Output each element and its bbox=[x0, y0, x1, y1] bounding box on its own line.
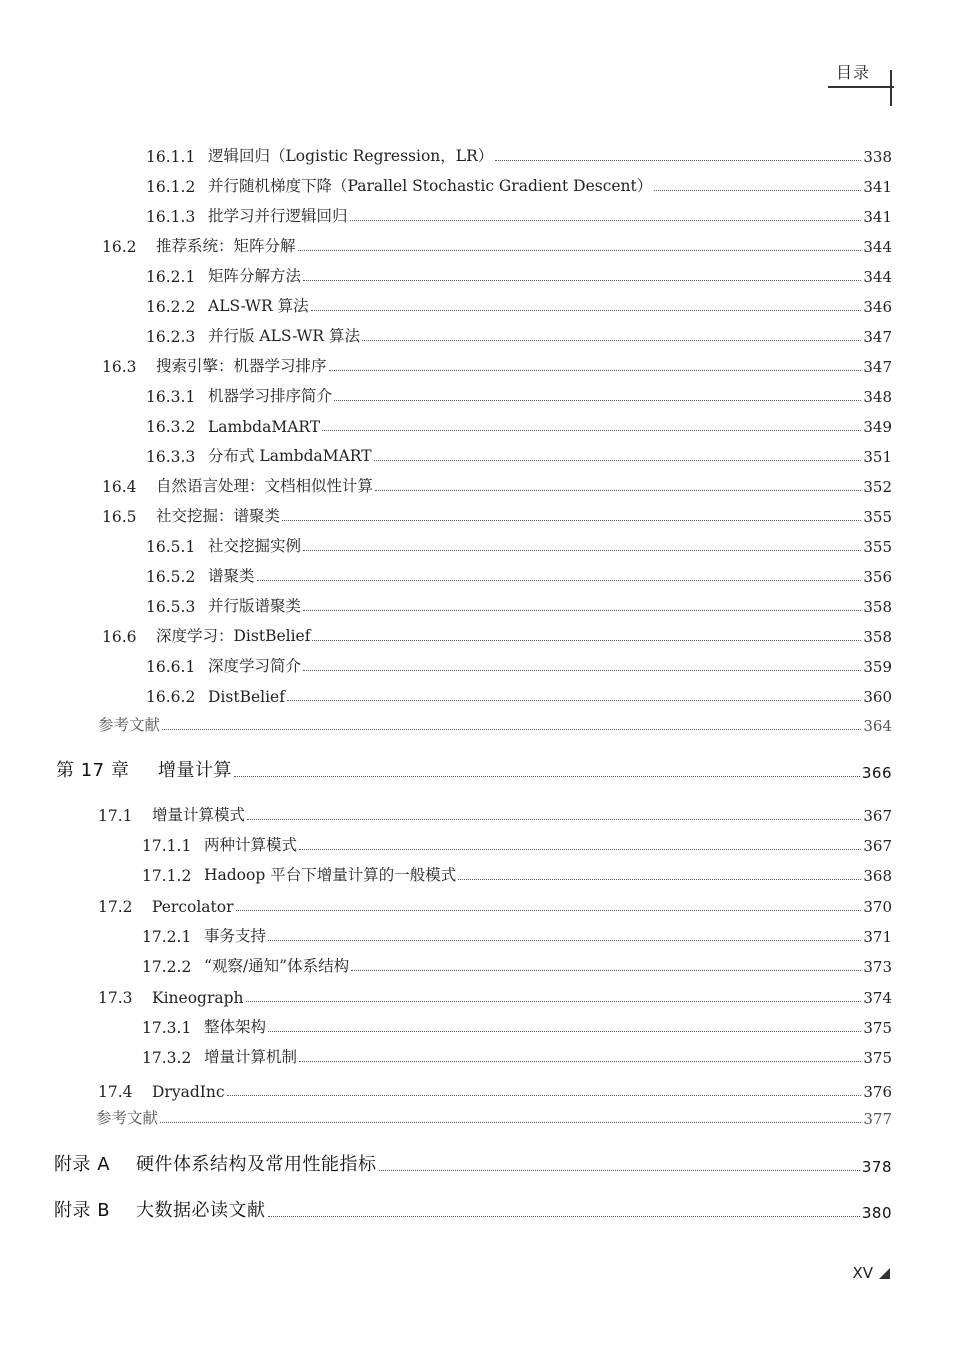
toc-entry-title: 并行版 ALS-WR 算法 bbox=[208, 327, 361, 345]
toc-entry-16-3-3[interactable] bbox=[146, 438, 892, 466]
toc-entry-17-2-2[interactable] bbox=[142, 948, 892, 976]
toc-entry-17-3-1[interactable] bbox=[142, 1009, 892, 1037]
toc-entry-17-1-1[interactable] bbox=[142, 827, 892, 855]
toc-entry-page: 341 bbox=[863, 178, 892, 196]
toc-entry-number: 16.3.1 bbox=[146, 388, 196, 406]
dot-leader bbox=[303, 280, 861, 281]
dot-leader bbox=[375, 490, 861, 491]
toc-entry-16-2[interactable] bbox=[102, 228, 892, 256]
toc-entry-number: 16.5.1 bbox=[146, 538, 196, 556]
header-rule-vertical bbox=[890, 70, 892, 106]
toc-entry-16-1-2[interactable] bbox=[146, 168, 892, 196]
toc-entry-page: 341 bbox=[863, 208, 892, 226]
toc-entry-title: 参考文献 bbox=[96, 1109, 159, 1127]
toc-entry-page: 351 bbox=[863, 448, 892, 466]
toc-chapter-title: 增量计算 bbox=[158, 760, 232, 781]
toc-entry-16-5-3[interactable] bbox=[146, 588, 892, 616]
dot-leader bbox=[374, 460, 862, 461]
toc-entry-17-3[interactable] bbox=[98, 979, 892, 1007]
toc-entry-page: 378 bbox=[861, 1158, 892, 1176]
dot-leader bbox=[227, 1095, 862, 1096]
dot-leader bbox=[299, 1061, 861, 1062]
dot-leader bbox=[362, 340, 861, 341]
toc-entry-page: 374 bbox=[863, 989, 892, 1007]
toc-entry-page: 358 bbox=[863, 598, 892, 616]
toc-entry-title: 批学习并行逻辑回归 bbox=[208, 207, 348, 225]
toc-entry-title: 深度学习：DistBelief bbox=[156, 627, 311, 645]
toc-entry-16-3[interactable] bbox=[102, 348, 892, 376]
toc-entry-16-6-2[interactable] bbox=[146, 678, 892, 706]
toc-entry-17-2[interactable] bbox=[98, 888, 892, 916]
toc-entry-title: 并行随机梯度下降（Parallel Stochastic Gradient Descent） bbox=[208, 177, 653, 195]
dot-leader bbox=[268, 940, 861, 941]
dot-leader bbox=[268, 1216, 860, 1217]
page-number-text: XV bbox=[852, 1264, 873, 1282]
toc-entry-title: 搜索引擎：机器学习排序 bbox=[156, 357, 327, 375]
toc-entry-title: Kineograph bbox=[152, 989, 244, 1007]
toc-entry-title: DryadInc bbox=[152, 1083, 225, 1101]
toc-entry-title: DistBelief bbox=[208, 688, 285, 706]
toc-entry-title: 机器学习排序简介 bbox=[208, 387, 333, 405]
toc-entry-title: 事务支持 bbox=[204, 927, 267, 945]
toc-entry-title: “观察/通知”体系结构 bbox=[204, 957, 350, 975]
toc-entry-number: 16.5 bbox=[102, 508, 137, 526]
toc-entry-17-1[interactable] bbox=[98, 797, 892, 825]
toc-entry-page: 373 bbox=[863, 958, 892, 976]
toc-entry-title: 社交挖掘：谱聚类 bbox=[156, 507, 281, 525]
toc-entry-16-3-2[interactable] bbox=[146, 408, 892, 436]
toc-entry-title: ALS-WR 算法 bbox=[208, 297, 309, 315]
toc-entry-title: 整体架构 bbox=[204, 1018, 267, 1036]
toc-entry-16-5[interactable] bbox=[102, 498, 892, 526]
toc-entry-number: 16.2.2 bbox=[146, 298, 196, 316]
toc-entry-page: 368 bbox=[863, 867, 892, 885]
toc-entry-number: 17.2.2 bbox=[142, 958, 192, 976]
toc-entry-page: 348 bbox=[863, 388, 892, 406]
toc-entry-page: 359 bbox=[863, 658, 892, 676]
toc-entry-number: 17.3.2 bbox=[142, 1049, 192, 1067]
toc-appendix-title: 大数据必读文献 bbox=[136, 1200, 266, 1221]
toc-entry-page: 371 bbox=[863, 928, 892, 946]
toc-entry-page: 344 bbox=[863, 238, 892, 256]
toc-entry-16-5-2[interactable] bbox=[146, 558, 892, 586]
toc-entry-title: 矩阵分解方法 bbox=[208, 267, 302, 285]
toc-chapter-number: 第 17 章 bbox=[56, 760, 130, 781]
toc-entry-page: 380 bbox=[861, 1204, 892, 1222]
toc-entry-page: 367 bbox=[863, 837, 892, 855]
toc-entry-number: 16.6 bbox=[102, 628, 137, 646]
dot-leader bbox=[334, 400, 861, 401]
dot-leader bbox=[329, 370, 862, 371]
toc-entry-16-1-1[interactable] bbox=[146, 138, 892, 166]
toc-entry-page: 360 bbox=[863, 688, 892, 706]
toc-chapter-17[interactable] bbox=[56, 752, 892, 782]
toc-entry-page: 355 bbox=[863, 538, 892, 556]
toc-entry-page: 346 bbox=[863, 298, 892, 316]
toc-entry-number: 16.2 bbox=[102, 238, 137, 256]
toc-entry-16-6[interactable] bbox=[102, 618, 892, 646]
toc-entry-number: 16.3 bbox=[102, 358, 137, 376]
toc-entry-number: 16.1.2 bbox=[146, 178, 196, 196]
toc-entry-number: 16.3.3 bbox=[146, 448, 196, 466]
toc-entry-page: 338 bbox=[863, 148, 892, 166]
toc-appendix-number: 附录 A bbox=[54, 1154, 111, 1175]
dot-leader bbox=[160, 1122, 861, 1123]
toc-entry-title: LambdaMART bbox=[208, 418, 321, 436]
dot-leader bbox=[322, 430, 861, 431]
toc-entry-title: 谱聚类 bbox=[208, 567, 255, 585]
toc-entry-number: 16.5.2 bbox=[146, 568, 196, 586]
dot-leader bbox=[303, 610, 861, 611]
toc-entry-number: 17.2 bbox=[98, 898, 133, 916]
toc-entry-16-2-1[interactable] bbox=[146, 258, 892, 286]
triangle-marker-icon bbox=[879, 1268, 890, 1279]
toc-entry-17-3-2[interactable] bbox=[142, 1039, 892, 1067]
toc-entry-number: 17.1.1 bbox=[142, 837, 192, 855]
toc-entry-16-1-3[interactable] bbox=[146, 198, 892, 226]
toc-entry-16-2-3[interactable] bbox=[146, 318, 892, 346]
toc-appendix-number: 附录 B bbox=[54, 1200, 111, 1221]
toc-entry-page: 356 bbox=[863, 568, 892, 586]
toc-entry-number: 16.3.2 bbox=[146, 418, 196, 436]
dot-leader bbox=[236, 910, 862, 911]
toc-entry-references-17[interactable] bbox=[96, 1100, 892, 1128]
toc-entry-17-2-1[interactable] bbox=[142, 918, 892, 946]
toc-entry-title: 增量计算机制 bbox=[204, 1048, 298, 1066]
toc-entry-page: 347 bbox=[863, 358, 892, 376]
toc-entry-number: 17.3 bbox=[98, 989, 133, 1007]
toc-appendix-title: 硬件体系结构及常用性能指标 bbox=[136, 1154, 377, 1175]
dot-leader bbox=[299, 849, 861, 850]
toc-entry-page: 367 bbox=[863, 807, 892, 825]
dot-leader bbox=[162, 729, 861, 730]
toc-entry-page: 375 bbox=[863, 1019, 892, 1037]
toc-entry-title: 逻辑回归（Logistic Regression，LR） bbox=[208, 147, 494, 165]
toc-entry-number: 17.4 bbox=[98, 1083, 133, 1101]
toc-entry-page: 370 bbox=[863, 898, 892, 916]
toc-entry-17-4[interactable] bbox=[98, 1073, 892, 1101]
toc-entry-16-6-1[interactable] bbox=[146, 648, 892, 676]
toc-entry-references-16[interactable] bbox=[98, 707, 892, 735]
toc-entry-number: 17.2.1 bbox=[142, 928, 192, 946]
toc-entry-17-1-2[interactable] bbox=[142, 857, 892, 885]
toc-entry-title: Hadoop 平台下增量计算的一般模式 bbox=[204, 866, 457, 884]
toc-entry-number: 17.1 bbox=[98, 807, 133, 825]
toc-appendix-a[interactable] bbox=[54, 1146, 892, 1176]
dot-leader bbox=[282, 520, 861, 521]
toc-entry-title: 社交挖掘实例 bbox=[208, 537, 302, 555]
toc-entry-number: 16.2.3 bbox=[146, 328, 196, 346]
toc-entry-title: 并行版谱聚类 bbox=[208, 597, 302, 615]
toc-entry-number: 16.1.3 bbox=[146, 208, 196, 226]
toc-entry-page: 355 bbox=[863, 508, 892, 526]
toc-entry-16-4[interactable] bbox=[102, 468, 892, 496]
toc-entry-number: 17.1.2 bbox=[142, 867, 192, 885]
page-number bbox=[852, 1264, 890, 1282]
toc-entry-title: Percolator bbox=[152, 898, 234, 916]
toc-entry-number: 16.2.1 bbox=[146, 268, 196, 286]
toc-entry-title: 参考文献 bbox=[98, 716, 161, 734]
toc-entry-number: 16.1.1 bbox=[146, 148, 196, 166]
dot-leader bbox=[654, 190, 861, 191]
toc-entry-16-5-1[interactable] bbox=[146, 528, 892, 556]
toc-entry-page: 352 bbox=[863, 478, 892, 496]
toc-entry-page: 347 bbox=[863, 328, 892, 346]
toc-entry-16-3-1[interactable] bbox=[146, 378, 892, 406]
header-title: 目录 bbox=[836, 63, 871, 82]
header-rule-horizontal bbox=[828, 86, 894, 88]
dot-leader bbox=[303, 550, 861, 551]
dot-leader bbox=[350, 220, 862, 221]
toc-entry-title: 两种计算模式 bbox=[204, 836, 298, 854]
dot-leader bbox=[268, 1031, 861, 1032]
dot-leader bbox=[287, 700, 861, 701]
dot-leader bbox=[458, 879, 861, 880]
toc-entry-page: 376 bbox=[863, 1083, 892, 1101]
dot-leader bbox=[351, 970, 861, 971]
toc-entry-page: 349 bbox=[863, 418, 892, 436]
dot-leader bbox=[247, 819, 861, 820]
toc-entry-number: 16.5.3 bbox=[146, 598, 196, 616]
dot-leader bbox=[298, 250, 862, 251]
toc-entry-title: 推荐系统：矩阵分解 bbox=[156, 237, 296, 255]
toc-entry-title: 深度学习简介 bbox=[208, 657, 302, 675]
dot-leader bbox=[495, 160, 861, 161]
toc-entry-page: 377 bbox=[863, 1110, 892, 1128]
toc-appendix-b[interactable] bbox=[54, 1192, 892, 1222]
toc-entry-title: 增量计算模式 bbox=[152, 806, 246, 824]
toc-entry-number: 16.6.1 bbox=[146, 658, 196, 676]
toc-entry-page: 364 bbox=[863, 717, 892, 735]
toc-entry-page: 358 bbox=[863, 628, 892, 646]
dot-leader bbox=[257, 580, 862, 581]
toc-entry-page: 366 bbox=[861, 764, 892, 782]
dot-leader bbox=[312, 640, 861, 641]
dot-leader bbox=[379, 1170, 860, 1171]
dot-leader bbox=[311, 310, 862, 311]
dot-leader bbox=[303, 670, 861, 671]
toc-entry-page: 344 bbox=[863, 268, 892, 286]
toc-entry-number: 16.6.2 bbox=[146, 688, 196, 706]
toc-entry-number: 16.4 bbox=[102, 478, 137, 496]
dot-leader bbox=[234, 776, 860, 777]
toc-entry-title: 自然语言处理：文档相似性计算 bbox=[156, 477, 374, 495]
toc-entry-page: 375 bbox=[863, 1049, 892, 1067]
dot-leader bbox=[246, 1001, 862, 1002]
toc-entry-number: 17.3.1 bbox=[142, 1019, 192, 1037]
toc-entry-16-2-2[interactable] bbox=[146, 288, 892, 316]
toc-entry-title: 分布式 LambdaMART bbox=[208, 447, 372, 465]
